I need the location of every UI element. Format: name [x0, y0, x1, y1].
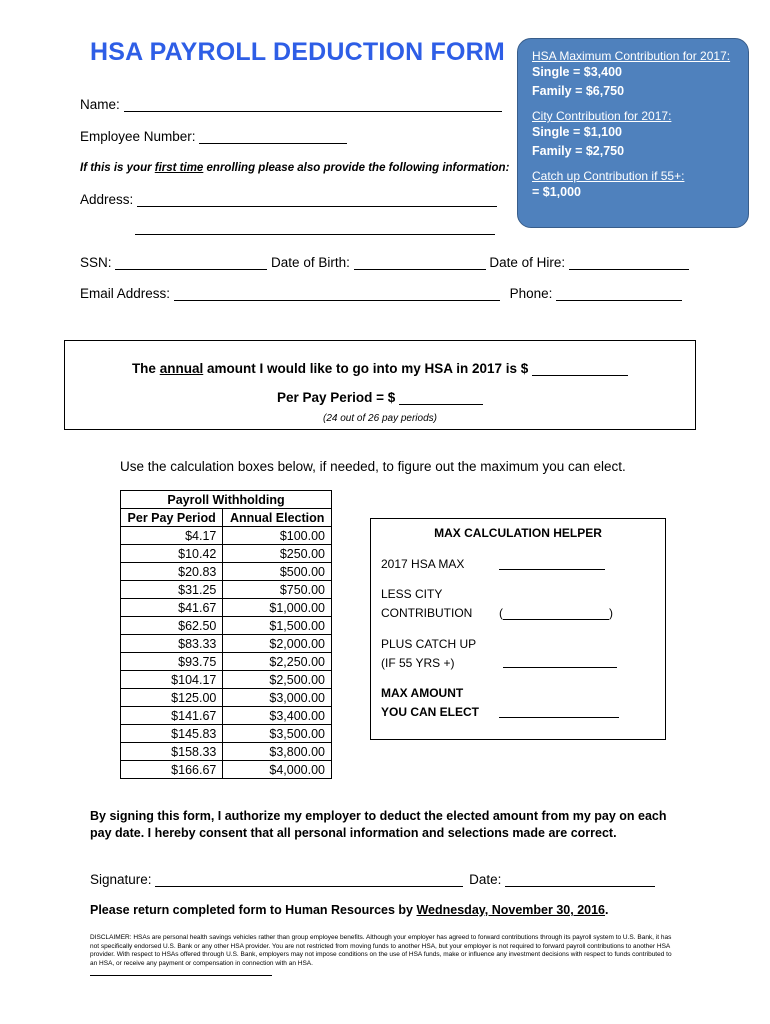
helper-catch-up-label-2: (IF 55 YRS +)	[381, 656, 455, 670]
withholding-row	[121, 653, 332, 671]
helper-title: MAX CALCULATION HELPER	[434, 526, 602, 540]
max-family: Family = $6,750	[532, 84, 625, 98]
employee-number-row	[80, 129, 347, 144]
withholding-row	[121, 635, 332, 653]
per-pay-period-value: $10.42	[121, 545, 223, 563]
col-per-pay-period: Per Pay Period	[121, 509, 223, 527]
per-pay-period-value: $62.50	[121, 617, 223, 635]
withholding-row	[121, 581, 332, 599]
helper-catch-up-input[interactable]	[503, 667, 617, 668]
helper-hsa-max-input[interactable]	[499, 569, 605, 570]
name-label: Name:	[80, 97, 120, 112]
annual-election-value: $750.00	[223, 581, 332, 599]
annual-election-value: $3,500.00	[223, 725, 332, 743]
helper-less-city-label-1: LESS CITY	[381, 587, 443, 601]
footnote-separator	[90, 975, 272, 976]
ssn-dob-hire-row	[80, 255, 689, 270]
per-pay-period-value: $145.83	[121, 725, 223, 743]
address-input-1[interactable]	[137, 192, 497, 207]
helper-hsa-max-label: 2017 HSA MAX	[381, 557, 465, 571]
address-row	[80, 192, 497, 207]
annual-election-value: $4,000.00	[223, 761, 332, 779]
per-pay-period-value: $20.83	[121, 563, 223, 581]
per-pay-period-value: $31.25	[121, 581, 223, 599]
date-input[interactable]	[505, 872, 655, 887]
per-pay-period-value: $41.67	[121, 599, 223, 617]
withholding-row	[121, 527, 332, 545]
helper-less-city-label-2: CONTRIBUTION	[381, 606, 473, 620]
max-contribution-heading: HSA Maximum Contribution for 2017:	[532, 49, 731, 63]
address-input-2[interactable]	[135, 234, 495, 235]
pay-periods-note: (24 out of 26 pay periods)	[323, 413, 437, 424]
instruction-text: Use the calculation boxes below, if needed, to figure out the maximum you can elect.	[120, 459, 626, 474]
per-pay-period-value: $4.17	[121, 527, 223, 545]
per-pay-period-value: $83.33	[121, 635, 223, 653]
catchup-value: = $1,000	[532, 185, 582, 199]
per-pay-period-input[interactable]	[399, 390, 483, 405]
annual-amount-input[interactable]	[532, 361, 628, 376]
annual-election-value: $1,500.00	[223, 617, 332, 635]
per-pay-period-value: $125.00	[121, 689, 223, 707]
signature-input[interactable]	[155, 872, 463, 887]
city-contribution-heading: City Contribution for 2017:	[532, 109, 672, 123]
hire-label: Date of Hire:	[489, 255, 566, 270]
dob-input[interactable]	[354, 255, 486, 270]
dob-label: Date of Birth:	[271, 255, 350, 270]
catchup-heading: Catch up Contribution if 55+:	[532, 169, 685, 183]
employee-number-input[interactable]	[199, 129, 347, 144]
annual-election-value: $2,500.00	[223, 671, 332, 689]
ssn-input[interactable]	[115, 255, 267, 270]
phone-input[interactable]	[556, 286, 682, 301]
annual-election-value: $500.00	[223, 563, 332, 581]
withholding-row	[121, 671, 332, 689]
signature-label: Signature:	[90, 872, 152, 887]
withholding-row	[121, 725, 332, 743]
page-title: HSA PAYROLL DEDUCTION FORM	[90, 38, 505, 66]
per-pay-period-value: $166.67	[121, 761, 223, 779]
annual-election-value: $2,250.00	[223, 653, 332, 671]
helper-catch-up-label-1: PLUS CATCH UP	[381, 637, 477, 651]
signature-row	[90, 872, 655, 887]
email-input[interactable]	[174, 286, 500, 301]
annual-amount-line: The annual amount I would like to go into my HSA in 2017 is $	[65, 361, 695, 376]
date-label: Date:	[469, 872, 502, 887]
per-pay-period-value: $158.33	[121, 743, 223, 761]
withholding-row	[121, 563, 332, 581]
first-time-note: If this is your first time enrolling please also provide the following information:	[80, 162, 510, 174]
city-family: Family = $2,750	[532, 144, 625, 158]
withholding-row	[121, 599, 332, 617]
annual-election-value: $3,400.00	[223, 707, 332, 725]
name-input[interactable]	[124, 97, 502, 112]
address-label: Address:	[80, 192, 134, 207]
contribution-info-box	[517, 38, 749, 228]
city-single: Single = $1,100	[532, 125, 622, 139]
withholding-table-title: Payroll Withholding	[121, 491, 332, 509]
annual-election-value: $250.00	[223, 545, 332, 563]
annual-election-value: $3,800.00	[223, 743, 332, 761]
annual-election-value: $100.00	[223, 527, 332, 545]
per-pay-period-value: $141.67	[121, 707, 223, 725]
email-phone-row	[80, 286, 682, 301]
name-row	[80, 97, 502, 112]
helper-max-amount-label-1: MAX AMOUNT	[381, 686, 464, 700]
withholding-row	[121, 761, 332, 779]
per-pay-period-value: $93.75	[121, 653, 223, 671]
max-single: Single = $3,400	[532, 65, 622, 79]
withholding-row	[121, 617, 332, 635]
withholding-table	[120, 490, 332, 779]
employee-number-label: Employee Number:	[80, 129, 196, 144]
annual-amount-box	[64, 340, 696, 430]
max-calculation-helper	[370, 518, 666, 740]
annual-election-value: $2,000.00	[223, 635, 332, 653]
email-label: Email Address:	[80, 286, 171, 301]
return-deadline: Wednesday, November 30, 2016	[416, 903, 606, 917]
ssn-label: SSN:	[80, 255, 112, 270]
helper-max-amount-label-2: YOU CAN ELECT	[381, 705, 480, 719]
helper-max-amount-input[interactable]	[499, 717, 619, 718]
withholding-row	[121, 707, 332, 725]
phone-label: Phone:	[509, 286, 553, 301]
annual-election-value: $3,000.00	[223, 689, 332, 707]
return-instructions: Please return completed form to Human Resources by Wednesday, November 30, 2016.	[90, 903, 609, 917]
annual-election-value: $1,000.00	[223, 599, 332, 617]
per-pay-period-line: Per Pay Period = $	[65, 390, 695, 405]
withholding-row	[121, 545, 332, 563]
authorization-text: By signing this form, I authorize my employer to deduct the elected amount from my pay on each pay date. I hereby consent that all personal information and selections made are correct.	[90, 809, 667, 840]
per-pay-period-value: $104.17	[121, 671, 223, 689]
hire-input[interactable]	[569, 255, 689, 270]
helper-less-city-input[interactable]: ( )	[499, 606, 613, 620]
disclaimer-text: DISCLAIMER: HSAs are personal health savings vehicles rather than group employee benefits. Although your employer has agreed to forward contributions through its payroll system to U.S. Bank, it has not specifically endorsed U.S. Bank or any other HSA provider. You are not restricted from moving funds to another HSA, but your employer is not required to forward payroll contributions to another HSA provider. With respect to HSAs offered through U.S. Bank, employers may not impose conditions on the use of HSA funds, make or influence any investment decisions with respect to funds contributed to an HSA, or receive any payment or compensation in connection with an HSA.	[90, 934, 672, 967]
withholding-row	[121, 743, 332, 761]
withholding-row	[121, 689, 332, 707]
col-annual-election: Annual Election	[223, 509, 332, 527]
